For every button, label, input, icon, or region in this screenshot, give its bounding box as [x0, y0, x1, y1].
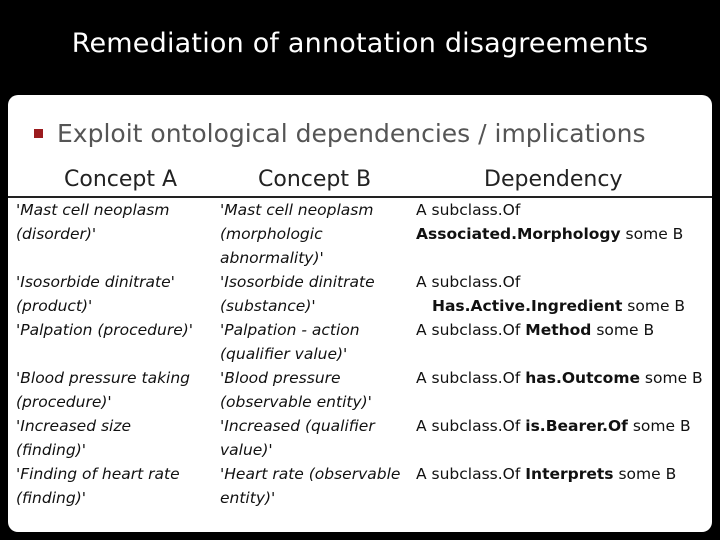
concept-a-line: (disorder)' — [16, 225, 97, 243]
relation-prefix: A subclass.Of — [416, 417, 526, 435]
relation-name: is.Bearer.Of — [525, 417, 628, 435]
concept-b-line: (substance)' — [220, 297, 316, 315]
concept-a-line: 'Blood pressure taking — [16, 369, 191, 387]
concept-b-line: 'Heart rate (observable — [220, 465, 401, 483]
dependency-line — [416, 366, 706, 390]
header-concept-b: Concept B — [258, 167, 372, 192]
concept-b-cell — [220, 462, 415, 510]
concept-a-line: (product)' — [16, 297, 93, 315]
relation-name: Method — [525, 321, 592, 339]
concept-b-cell — [220, 198, 415, 270]
concept-b-line: value)' — [220, 441, 273, 459]
dependency-line — [416, 294, 706, 318]
concept-b-line: (observable entity)' — [220, 393, 372, 411]
dependency-cell — [416, 462, 706, 486]
relation-name: Associated.Morphology — [416, 225, 621, 243]
concept-b-line: 'Increased (qualifier — [220, 417, 375, 435]
table-row — [16, 270, 706, 318]
concept-b-line: (morphologic — [220, 225, 323, 243]
bullet-point — [34, 119, 646, 148]
dependency-cell — [416, 198, 706, 246]
bullet-text: Exploit ontological dependencies / implications — [57, 119, 646, 148]
concept-a-line: (procedure)' — [16, 393, 112, 411]
concept-a-line: 'Increased size — [16, 417, 132, 435]
dependency-line: A subclass.Of — [416, 273, 521, 291]
dependency-cell — [416, 318, 706, 342]
table-row — [16, 414, 706, 462]
square-bullet-icon — [34, 129, 43, 138]
concept-a-cell — [16, 462, 221, 510]
dependency-line — [416, 318, 706, 342]
concept-a-line: (finding)' — [16, 441, 86, 459]
relation-tail: some B — [613, 465, 677, 483]
table-row — [16, 318, 706, 366]
relation-prefix: A subclass.Of — [416, 465, 526, 483]
dependency-cell — [416, 366, 706, 390]
concept-a-line: 'Mast cell neoplasm — [16, 201, 170, 219]
concept-b-line: abnormality)' — [220, 249, 324, 267]
concept-a-cell — [16, 318, 221, 342]
dependency-cell — [416, 414, 706, 438]
relation-tail: some B — [591, 321, 655, 339]
header-concept-a: Concept A — [64, 167, 178, 192]
concept-a-cell — [16, 414, 221, 462]
relation-name: Interprets — [525, 465, 614, 483]
concept-b-cell — [220, 270, 415, 318]
dependency-table — [16, 198, 706, 510]
relation-tail: some B — [640, 369, 703, 387]
concept-b-cell — [220, 366, 415, 414]
table-row — [16, 198, 706, 270]
table-row — [16, 462, 706, 510]
concept-b-line: 'Blood pressure — [220, 369, 341, 387]
relation-prefix: A subclass.Of — [416, 369, 526, 387]
concept-a-line: 'Isosorbide dinitrate' — [16, 273, 175, 291]
concept-a-cell — [16, 366, 221, 414]
concept-b-cell — [220, 318, 415, 366]
relation-tail: some B — [622, 297, 686, 315]
dependency-line — [416, 414, 706, 438]
header-dependency: Dependency — [484, 167, 623, 192]
concept-b-line: 'Isosorbide dinitrate — [220, 273, 375, 291]
concept-a-line: (finding)' — [16, 489, 86, 507]
dependency-cell — [416, 270, 706, 318]
concept-a-cell — [16, 270, 221, 318]
relation-name: has.Outcome — [525, 369, 640, 387]
dependency-line — [416, 222, 706, 246]
dependency-line: A subclass.Of — [416, 201, 521, 219]
concept-b-line: 'Mast cell neoplasm — [220, 201, 374, 219]
slide-title: Remediation of annotation disagreements — [71, 28, 649, 59]
dependency-line — [416, 462, 706, 486]
concept-a-line: 'Finding of heart rate — [16, 465, 180, 483]
relation-prefix: A subclass.Of — [416, 321, 526, 339]
concept-b-cell — [220, 414, 415, 462]
relation-tail: some B — [620, 225, 684, 243]
concept-a-line: 'Palpation (procedure)' — [16, 321, 194, 339]
concept-a-cell — [16, 198, 221, 246]
relation-tail: some B — [627, 417, 691, 435]
relation-name: Has.Active.Ingredient — [432, 297, 623, 315]
content-panel — [8, 95, 712, 532]
concept-b-line: entity)' — [220, 489, 276, 507]
table-row — [16, 366, 706, 414]
concept-b-line: 'Palpation - action — [220, 321, 360, 339]
concept-b-line: (qualifier value)' — [220, 345, 348, 363]
